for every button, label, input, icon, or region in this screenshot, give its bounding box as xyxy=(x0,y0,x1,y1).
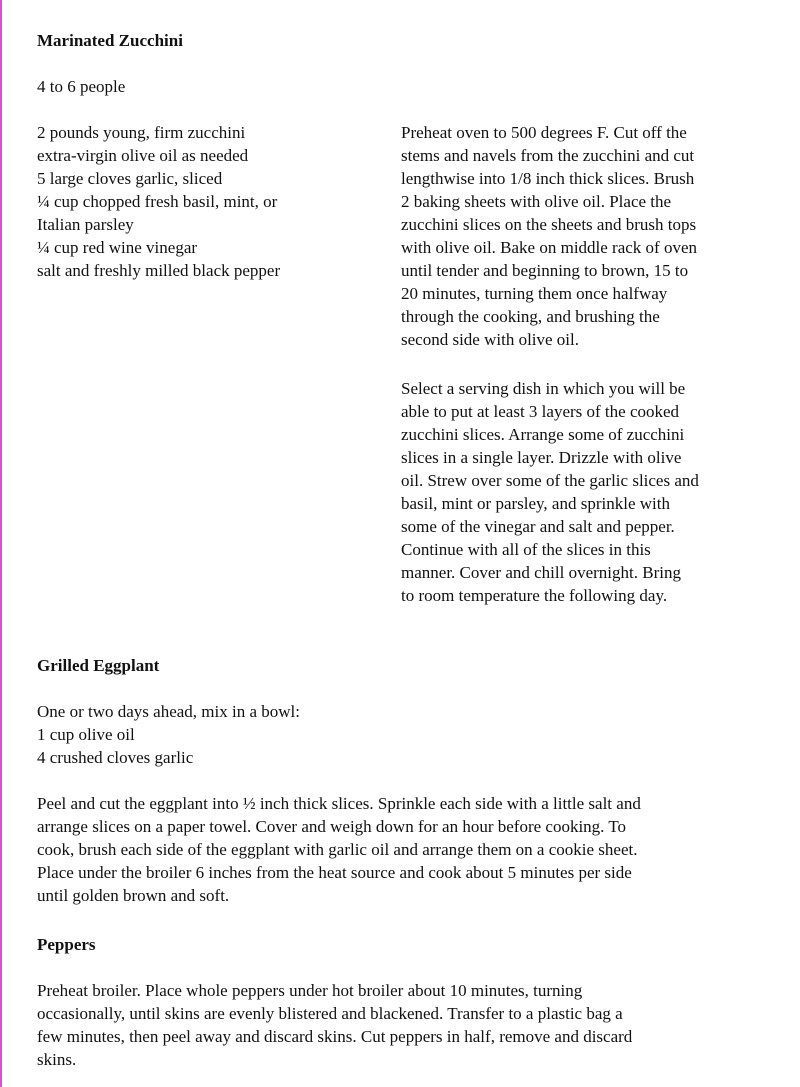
direction-line: until golden brown and soft. xyxy=(37,886,230,905)
direction-line: some of the vinegar and salt and pepper. xyxy=(401,517,675,536)
ingredient-line: 5 large cloves garlic, sliced xyxy=(37,169,223,188)
direction-line: until tender and beginning to brown, 15 to xyxy=(401,261,689,280)
direction-line: zucchini slices. Arrange some of zucchini xyxy=(401,425,685,444)
ingredient-line: Italian parsley xyxy=(37,215,134,234)
direction-line: stems and navels from the zucchini and cut xyxy=(401,146,695,165)
direction-line: manner. Cover and chill overnight. Bring xyxy=(401,563,681,582)
direction-line: through the cooking, and brushing the xyxy=(401,307,660,326)
eggplant-prep xyxy=(37,700,300,769)
direction-line: to room temperature the following day. xyxy=(401,586,668,605)
direction-line: Preheat oven to 500 degrees F. Cut off the xyxy=(401,123,687,142)
eggplant-directions xyxy=(37,792,641,907)
direction-line: arrange slices on a paper towel. Cover and weigh down for an hour before cooking. To xyxy=(37,817,627,836)
direction-line: slices in a single layer. Drizzle with olive xyxy=(401,448,682,467)
zucchini-ingredients xyxy=(37,121,280,282)
zucchini-serves: 4 to 6 people xyxy=(37,77,126,96)
direction-line: few minutes, then peel away and discard skins. Cut peppers in half, remove and discard xyxy=(37,1027,633,1046)
prep-line: 4 crushed cloves garlic xyxy=(37,748,194,767)
direction-line: Place under the broiler 6 inches from the heat source and cook about 5 minutes per side xyxy=(37,863,632,882)
zucchini-directions-1 xyxy=(401,121,697,351)
direction-line: Preheat broiler. Place whole peppers under hot broiler about 10 minutes, turning xyxy=(37,981,583,1000)
prep-line: 1 cup olive oil xyxy=(37,725,135,744)
ingredient-line: extra-virgin olive oil as needed xyxy=(37,146,249,165)
direction-line: lengthwise into 1/8 inch thick slices. Brush xyxy=(401,169,695,188)
ingredient-line: 2 pounds young, firm zucchini xyxy=(37,123,246,142)
direction-line: zucchini slices on the sheets and brush tops xyxy=(401,215,697,234)
ingredient-line: ¼ cup chopped fresh basil, mint, or xyxy=(37,192,278,211)
peppers-title: Peppers xyxy=(37,935,96,954)
direction-line: 2 baking sheets with olive oil. Place the xyxy=(401,192,672,211)
prep-line: One or two days ahead, mix in a bowl: xyxy=(37,702,300,721)
direction-line: able to put at least 3 layers of the cooked xyxy=(401,402,680,421)
zucchini-title: Marinated Zucchini xyxy=(37,31,183,50)
direction-line: with olive oil. Bake on middle rack of oven xyxy=(401,238,698,257)
direction-line: Select a serving dish in which you will be xyxy=(401,379,686,398)
direction-line: 20 minutes, turning them once halfway xyxy=(401,284,668,303)
direction-line: occasionally, until skins are evenly blistered and blackened. Transfer to a plastic bag a xyxy=(37,1004,623,1023)
direction-line: Peel and cut the eggplant into ½ inch thick slices. Sprinkle each side with a little salt and xyxy=(37,794,641,813)
direction-line: Continue with all of the slices in this xyxy=(401,540,651,559)
direction-line: cook, brush each side of the eggplant with garlic oil and arrange them on a cookie sheet. xyxy=(37,840,638,859)
zucchini-directions-2 xyxy=(401,377,699,607)
eggplant-title: Grilled Eggplant xyxy=(37,656,160,675)
ingredient-line: ¼ cup red wine vinegar xyxy=(37,238,198,257)
direction-line: skins. xyxy=(37,1050,77,1069)
peppers-directions xyxy=(37,979,632,1071)
direction-line: oil. Strew over some of the garlic slices and xyxy=(401,471,699,490)
ingredient-line: salt and freshly milled black pepper xyxy=(37,261,281,280)
direction-line: second side with olive oil. xyxy=(401,330,580,349)
direction-line: basil, mint or parsley, and sprinkle with xyxy=(401,494,670,513)
